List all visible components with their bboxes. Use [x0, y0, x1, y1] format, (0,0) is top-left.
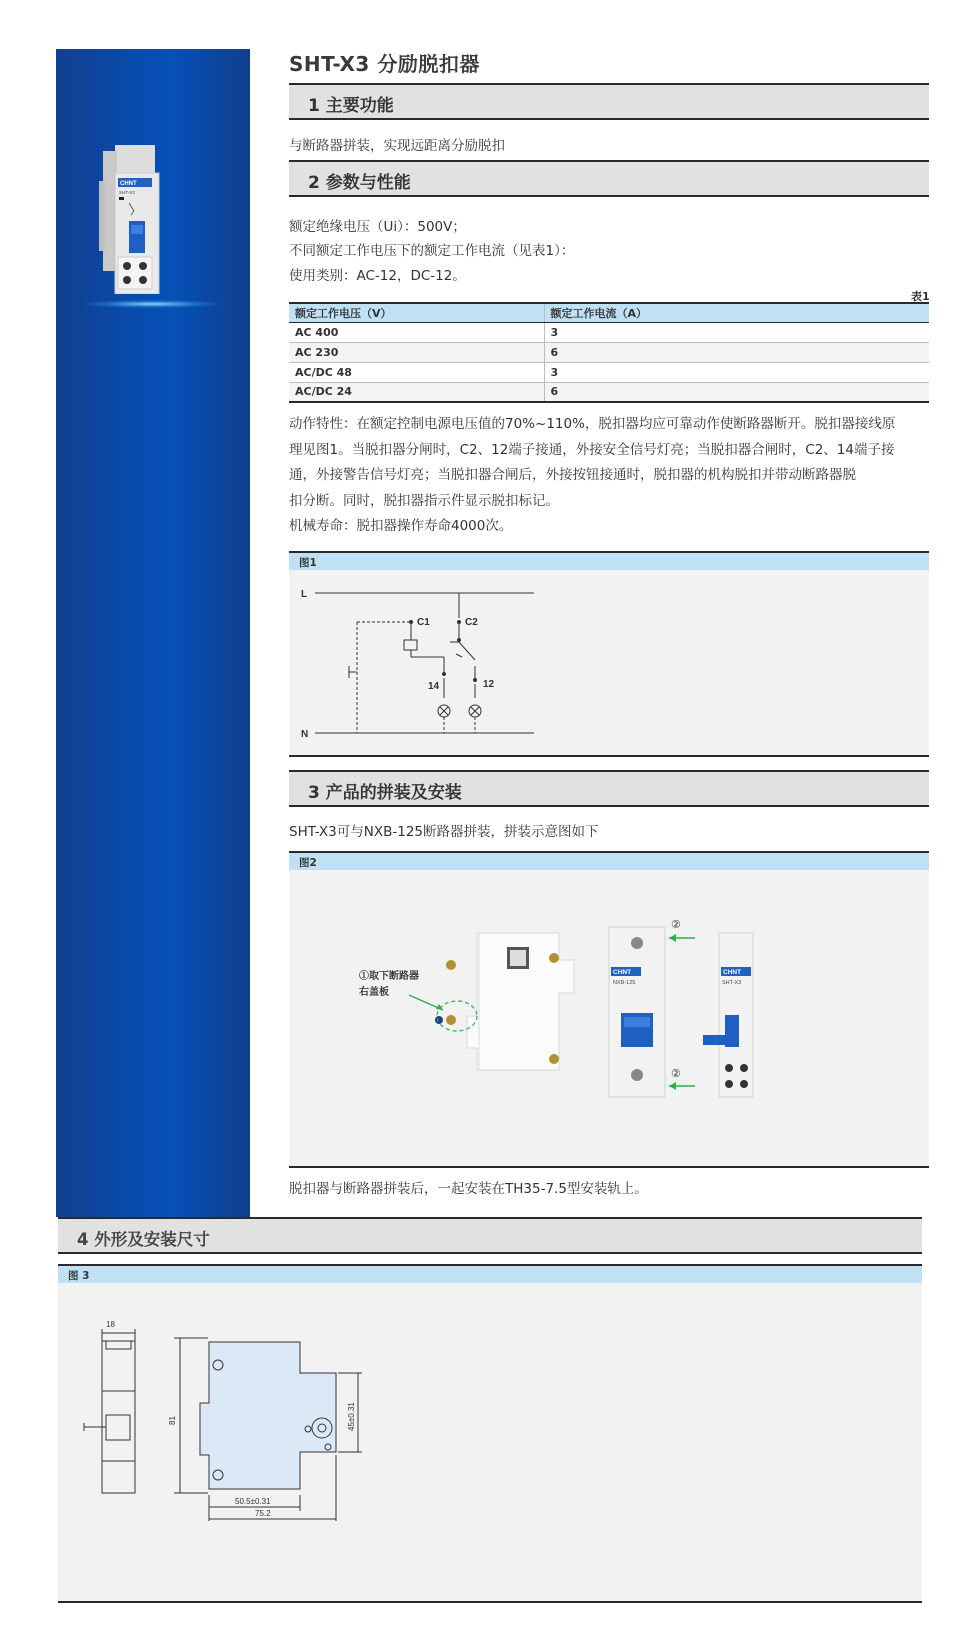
wiring-diagram — [289, 570, 929, 755]
mech-life: 机械寿命：脱扣器操作寿命4000次。 — [289, 518, 513, 534]
label-12: 12 — [483, 679, 495, 690]
label-l: L — [301, 589, 308, 600]
section-3-title: 3 产品的拼装及安装 — [308, 783, 462, 803]
table-header: 额定工作电流（A） — [544, 303, 929, 322]
page-title: SHT-X3 分励脱扣器 — [289, 52, 480, 76]
label-14: 14 — [428, 681, 440, 692]
table-cell: 6 — [544, 342, 929, 362]
figure-2-label: 图2 — [289, 851, 929, 870]
section-1-text: 与断路器拼装，实现远距离分励脱扣 — [289, 138, 505, 154]
assembly-illustration — [289, 870, 929, 1166]
action-line: 动作特性：在额定控制电源电压值的70%~110%，脱扣器均应可靠动作使断路器断开。脱扣器接线原 — [289, 416, 896, 432]
table-cell: AC/DC 48 — [289, 362, 544, 382]
table-label: 表1 — [911, 290, 930, 303]
note-remove-cover: ①取下断路器 — [359, 971, 419, 982]
table-cell: AC/DC 24 — [289, 382, 544, 402]
dim-45: 45±0.31 — [347, 1402, 356, 1431]
dim-75: 75.2 — [255, 1509, 271, 1518]
figure-3 — [58, 1264, 922, 1603]
table-row — [289, 362, 929, 382]
section-2-header — [289, 160, 929, 197]
current-table — [289, 302, 929, 403]
table-cell: 3 — [544, 322, 929, 342]
dim-width: 18 — [106, 1320, 115, 1329]
param-line: 不同额定工作电压下的额定工作电流（见表1）： — [289, 243, 575, 259]
action-line: 通，外接警告信号灯亮；当脱扣器合闸后，外接按钮接通时，脱扣器的机构脱扣并带动断路器脱 — [289, 467, 856, 483]
brand-label: CHNT — [613, 969, 632, 976]
table-cell: 6 — [544, 382, 929, 402]
dim-height: 81 — [168, 1416, 177, 1425]
section-4-title: 4 外形及安装尺寸 — [77, 1230, 210, 1249]
action-line: 扣分断。同时，脱扣器指示件显示脱扣标记。 — [289, 492, 559, 509]
table-row — [289, 382, 929, 402]
note-right-cover: 右盖板 — [359, 987, 389, 998]
section-3-text: SHT-X3可与NXB-125断路器拼装，拼装示意图如下 — [289, 824, 599, 840]
param-line: 使用类别：AC-12，DC-12。 — [289, 268, 466, 284]
figure-1-label: 图1 — [289, 551, 929, 570]
mark-2-top: ② — [671, 919, 681, 931]
section-2-title: 2 参数与性能 — [308, 173, 411, 193]
figure-2 — [289, 851, 929, 1168]
param-line: 额定绝缘电压（Ui）：500V； — [289, 219, 466, 235]
sidebar-banner — [56, 49, 250, 1217]
section-1-title: 1 主要功能 — [308, 96, 394, 116]
table-cell: AC 400 — [289, 322, 544, 342]
model-label: NXB-125 — [613, 980, 636, 986]
action-description — [289, 412, 929, 540]
table-header: 额定工作电压（V） — [289, 303, 544, 322]
table-row — [289, 342, 929, 362]
mark-2-bottom: ② — [671, 1068, 681, 1080]
product-image — [99, 145, 165, 294]
model-label: SHT-X3 — [722, 980, 742, 986]
section-1-header — [289, 83, 929, 120]
install-text: 脱扣器与断路器拼装后，一起安装在TH35-7.5型安装轨上。 — [289, 1181, 648, 1197]
glow-line — [82, 300, 222, 308]
product-brand: CHNT — [120, 181, 137, 187]
action-line: 理见图1。当脱扣器分闸时，C2、12端子接通，外接安全信号灯亮；当脱扣器合闸时，C2、14端子接 — [289, 441, 895, 458]
table-row — [289, 322, 929, 342]
section-3-header — [289, 770, 929, 807]
figure-3-label: 图 3 — [58, 1264, 922, 1283]
label-n: N — [301, 729, 309, 740]
label-c2: C2 — [465, 617, 478, 628]
figure-1 — [289, 551, 929, 757]
brand-label: CHNT — [723, 969, 742, 976]
label-c1: C1 — [417, 617, 430, 628]
table-cell: 3 — [544, 362, 929, 382]
table-cell: AC 230 — [289, 342, 544, 362]
section-4-header — [58, 1217, 922, 1254]
dim-50: 50.5±0.31 — [235, 1497, 271, 1506]
dimension-drawing — [58, 1283, 922, 1601]
product-model: SHT-X3 — [119, 190, 135, 195]
